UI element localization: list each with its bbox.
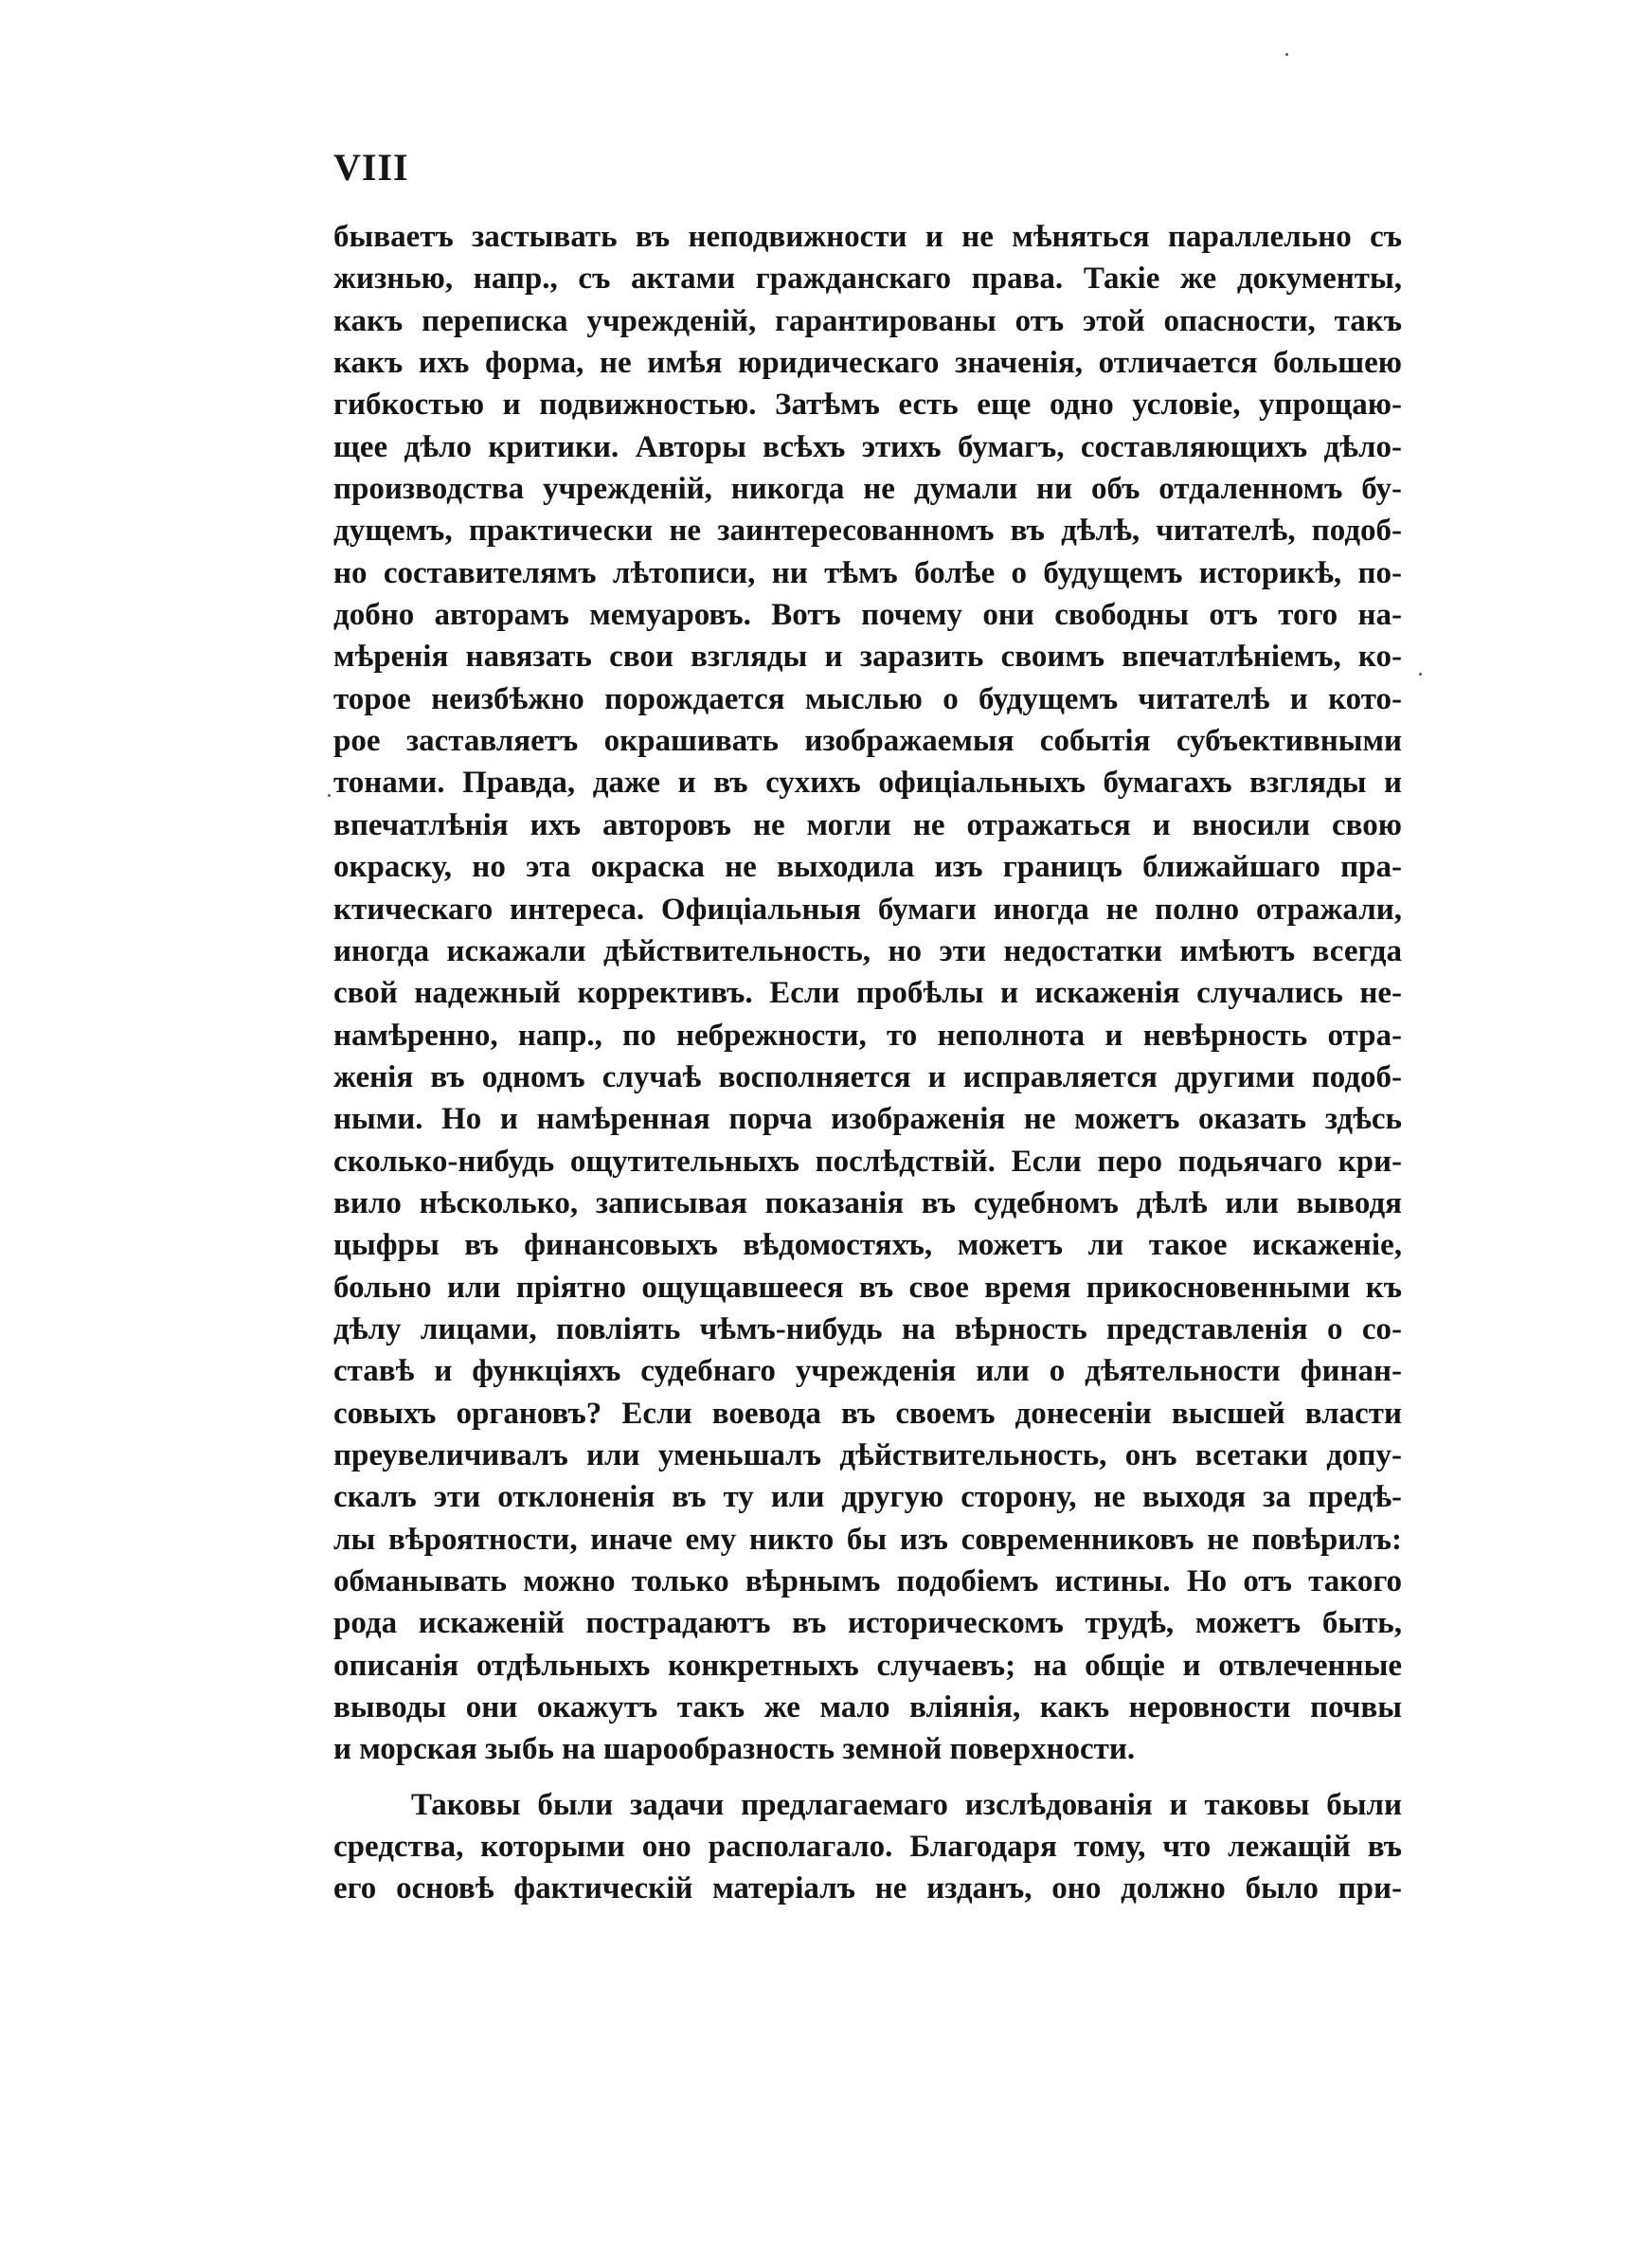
text-line: иногда искажали дѣйствительность, но эти недостатки имѣютъ всегда — [333, 933, 1402, 968]
text-line: лы вѣроятности, иначе ему никто бы изъ современниковъ не повѣрилъ: — [333, 1522, 1402, 1557]
text-line: производства учрежденій, никогда не думали ни объ отдаленномъ бу- — [333, 472, 1402, 507]
text-line: намѣренно, напр., по небрежности, то неполнота и невѣрность отра- — [333, 1018, 1402, 1053]
text-line: его основѣ фактическій матеріалъ не изданъ, оно должно было при- — [333, 1871, 1402, 1906]
text-line: бываетъ застывать въ неподвижности и не мѣняться параллельно съ — [333, 220, 1402, 254]
text-line: гибкостью и подвижностью. Затѣмъ есть еще одно условіе, упрощаю- — [333, 388, 1402, 423]
text-line: какъ ихъ форма, не имѣя юридическаго значенія, отличается большею — [333, 346, 1402, 381]
text-line: сколько-нибудь ощутительныхъ послѣдствій. Если перо подьячаго кри- — [333, 1144, 1402, 1179]
text-line: ктическаго интереса. Офиціальныя бумаги иногда не полно отражали, — [333, 892, 1402, 927]
text-line: торое неизбѣжно порождается мыслью о будущемъ читателѣ и кото- — [333, 681, 1402, 716]
paragraph-gap — [333, 1771, 1402, 1784]
text-line: женія въ одномъ случаѣ восполняется и исправляется другими подоб- — [333, 1059, 1402, 1094]
text-line: добно авторамъ мемуаровъ. Вотъ почему они свободны отъ того на- — [333, 598, 1402, 633]
text-line: рое заставляетъ окрашивать изображаемыя событія субъективными — [333, 724, 1402, 759]
text-line: окраску, но эта окраска не выходила изъ границъ ближайшаго пра- — [333, 850, 1402, 885]
scan-speck — [328, 794, 331, 797]
body-text — [333, 216, 1402, 1910]
text-line: ными. Но и намѣренная порча изображенія не можетъ оказать здѣсь — [333, 1102, 1402, 1137]
text-line: дущемъ, практически не заинтересованномъ въ дѣлѣ, читателѣ, подоб- — [333, 514, 1402, 549]
paragraph-2 — [333, 1784, 1402, 1910]
paragraph-1 — [333, 216, 1402, 1771]
text-line: обманывать можно только вѣрнымъ подобіемъ истины. Но отъ такого — [333, 1564, 1402, 1598]
scan-speck — [1419, 673, 1422, 676]
text-line: средства, которыми оно располагало. Благодаря тому, что лежащій въ — [333, 1830, 1402, 1865]
text-line: и морская зыбь на шарообразность земной поверхности. — [333, 1732, 1136, 1767]
text-line: скалъ эти отклоненія въ ту или другую сторону, не выходя за предѣ- — [333, 1480, 1402, 1515]
scan-speck — [1285, 53, 1288, 56]
text-line: но составителямъ лѣтописи, ни тѣмъ болѣе о будущемъ историкѣ, по- — [333, 555, 1402, 590]
text-line: дѣлу лицами, повліять чѣмъ-нибудь на вѣрность представленія о со- — [333, 1311, 1402, 1346]
text-line: ставѣ и функціяхъ судебнаго учрежденія или о дѣятельности финан- — [333, 1354, 1402, 1389]
text-line: вило нѣсколько, записывая показанія въ судебномъ дѣлѣ или выводя — [333, 1185, 1402, 1220]
text-line: преувеличивалъ или уменьшалъ дѣйствительность, онъ всетаки допу- — [333, 1437, 1402, 1472]
page-number: VIII — [333, 146, 409, 189]
text-line: тонами. Правда, даже и въ сухихъ офиціальныхъ бумагахъ взгляды и — [333, 766, 1402, 801]
text-line: описанія отдѣльныхъ конкретныхъ случаевъ; на общіе и отвлеченные — [333, 1648, 1402, 1683]
text-line: жизнью, напр., съ актами гражданскаго права. Такіе же документы, — [333, 262, 1402, 297]
text-line: выводы они окажутъ такъ же мало вліянія, какъ неровности почвы — [333, 1690, 1402, 1725]
text-line: какъ переписка учрежденій, гарантированы отъ этой опасности, такъ — [333, 303, 1402, 338]
text-line: Таковы были задачи предлагаемаго изслѣдованія и таковы были — [411, 1787, 1402, 1822]
text-line: впечатлѣнія ихъ авторовъ не могли не отражаться и вносили свою — [333, 807, 1402, 842]
text-line: больно или пріятно ощущавшееся въ свое время прикосновенными къ — [333, 1270, 1402, 1305]
text-line: цыфры въ финансовыхъ вѣдомостяхъ, можетъ ли такое искаженіе, — [333, 1228, 1402, 1263]
text-line: свой надежный коррективъ. Если пробѣлы и искаженія случались не- — [333, 976, 1402, 1011]
text-line: щее дѣло критики. Авторы всѣхъ этихъ бумагъ, составляющихъ дѣло- — [333, 429, 1402, 464]
text-line: совыхъ органовъ? Если воевода въ своемъ донесеніи высшей власти — [333, 1396, 1402, 1431]
text-line: мѣренія навязать свои взгляды и заразить своимъ впечатлѣніемъ, ко- — [333, 640, 1402, 675]
text-line: рода искаженій пострадаютъ въ историческомъ трудѣ, можетъ быть, — [333, 1606, 1402, 1641]
